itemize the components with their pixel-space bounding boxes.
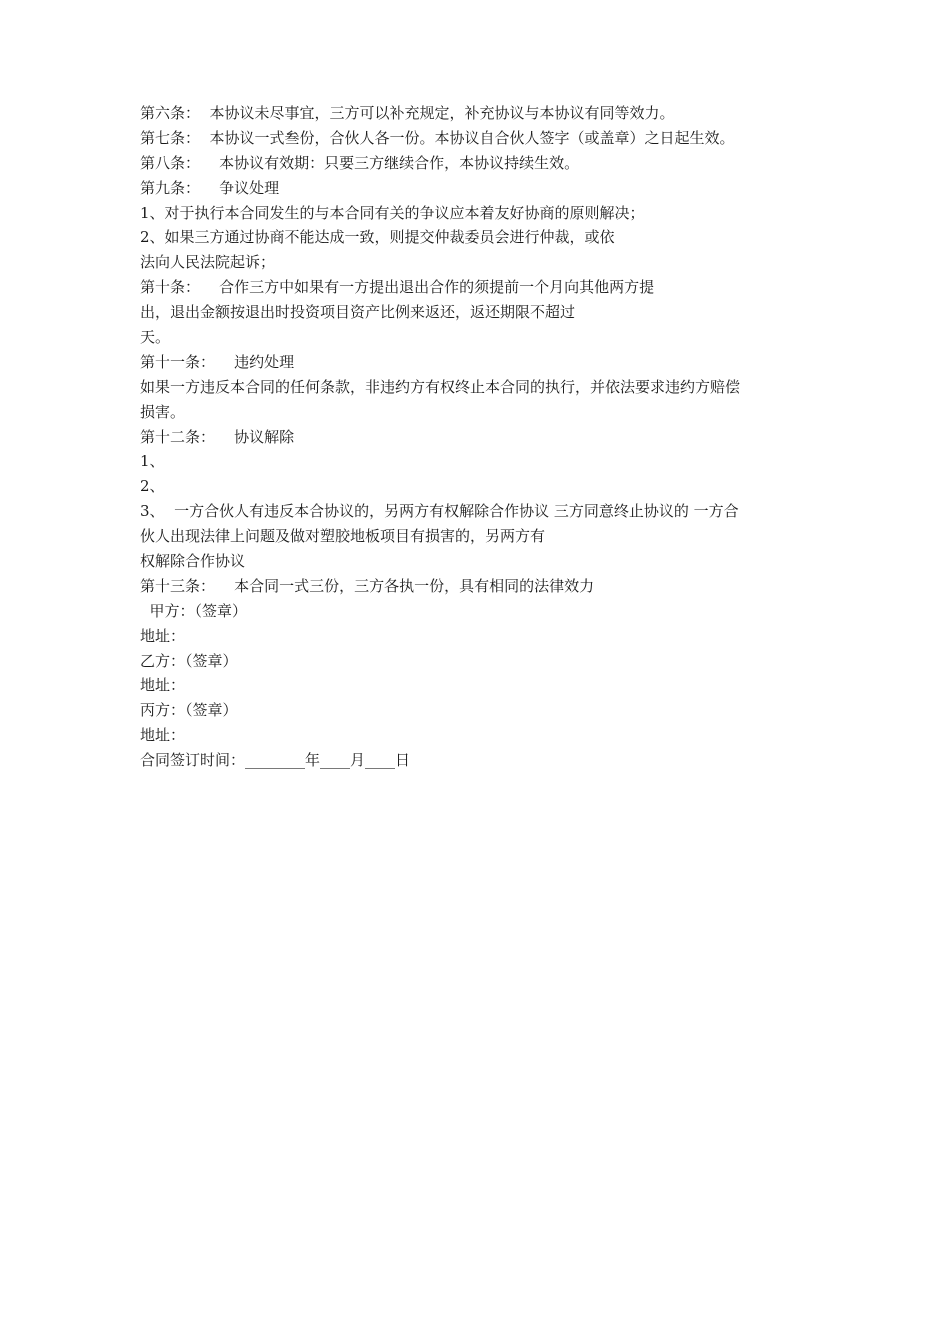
- article-11-body: 如果一方违反本合同的任何条款，非违约方有权终止本合同的执行，并依法要求违约方赔偿: [140, 377, 741, 396]
- article-7: 第七条： 本协议一式叁份，合伙人各一份。本协议自合伙人签字（或盖章）之日起生效。: [140, 128, 735, 147]
- article-9-heading: 第九条： 争议处理: [140, 178, 280, 197]
- article-9-item-1: 1、对于执行本合同发生的与本合同有关的争议应本着友好协商的原则解决；: [140, 203, 645, 222]
- article-8: 第八条： 本协议有效期：只要三方继续合作，本协议持续生效。: [140, 153, 580, 172]
- article-9-item-2-cont: 法向人民法院起诉；: [140, 253, 276, 272]
- article-12-item-3-cont-2: 权解除合作协议: [140, 552, 246, 571]
- signing-date: 合同签订时间：________年____月____日: [140, 751, 411, 770]
- article-6: 第六条： 本协议未尽事宜，三方可以补充规定，补充协议与本协议有同等效力。: [140, 104, 675, 122]
- party-b-address: 地址：: [140, 676, 186, 695]
- party-c-signature: 丙方：（签章）: [140, 701, 238, 720]
- party-c-address: 地址：: [140, 726, 186, 745]
- article-12-item-2: 2、: [140, 477, 165, 496]
- article-12-heading: 第十二条： 协议解除: [140, 427, 295, 446]
- article-9-item-2: 2、如果三方通过协商不能达成一致，则提交仲裁委员会进行仲裁，或依: [140, 228, 615, 247]
- party-b-signature: 乙方：（签章）: [140, 651, 238, 670]
- party-a-address: 地址：: [140, 626, 186, 645]
- article-10: 第十条： 合作三方中如果有一方提出退出合作的须提前一个月向其他两方提: [140, 278, 655, 297]
- article-10-cont-2: 天。: [140, 328, 171, 347]
- article-10-cont-1: 出，退出金额按退出时投资项目资产比例来返还，返还期限不超过: [140, 303, 576, 322]
- article-11-heading: 第十一条： 违约处理: [140, 352, 295, 371]
- contract-body: [140, 101, 830, 773]
- article-12-item-3: 3、 一方合伙人有违反本合协议的，另两方有权解除合作协议 三方同意终止协议的 一方合: [140, 502, 739, 521]
- article-11-body-cont: 损害。: [140, 402, 186, 421]
- party-a-signature: 甲方：（签章）: [140, 601, 248, 620]
- article-12-item-1: 1、: [140, 452, 165, 471]
- article-13: 第十三条： 本合同一式三份，三方各执一份，具有相同的法律效力: [140, 576, 595, 595]
- article-12-item-3-cont-1: 伙人出现法律上问题及做对塑胶地板项目有损害的，另两方有: [140, 527, 546, 546]
